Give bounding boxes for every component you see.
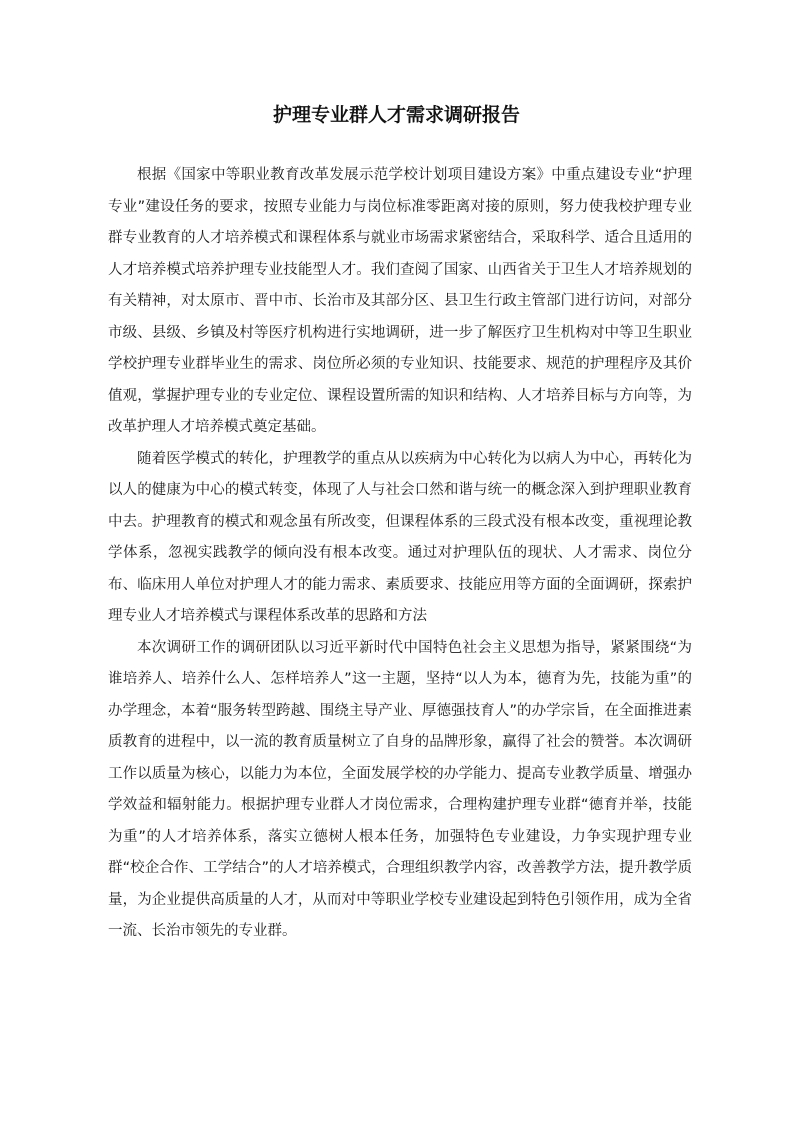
paragraph-research-team: 本次调研工作的调研团队以习近平新时代中国特色社会主义思想为指导，紧紧围绕“为谁培养人、培养什么人、怎样培养人”这一主题，坚持“以人为本，德育为先，技能为重”的办学理念，本着“服务转型跨越、围绕主导产业、厚德强技育人”的办学宗旨，在全面推进素质教育的进程中，以一流的教育质量树立了自身的品牌形象，赢得了社会的赞誉。本次调研工作以质量为核心，以能力为本位，全面发展学校的办学能力、提高专业教学质量、增强办学效益和辐射能力。根据护理专业群人才岗位需求，合理构建护理专业群“德育并举，技能为重”的人才培养体系，落实立德树人根本任务，加强特色专业建设，力争实现护理专业群“校企合作、工学结合”的人才培养模式，合理组织教学内容，改善教学方法，提升教学质量，为企业提供高质量的人才，从而对中等职业学校专业建设起到特色引领作用，成为全省一流、长治市领先的专业群。	[108, 639, 692, 939]
paragraph-background: 根据《国家中等职业教育改革发展示范学校计划项目建设方案》中重点建设专业“护理专业”建设任务的要求，按照专业能力与岗位标准零距离对接的原则，努力使我校护理专业群专业教育的人才培养模式和课程体系与就业市场需求紧密结合，采取科学、适合且适用的人才培养模式培养护理专业技能型人才。我们查阅了国家、山西省关于卫生人才培养规划的有关精神，对太原市、晋中市、长治市及其部分区、县卫生行政主管部门进行访问，对部分市级、县级、乡镇及村等医疗机构进行实地调研，进一步了解医疗卫生机构对中等卫生职业学校护理专业群毕业生的需求、岗位所必须的专业知识、技能要求、规范的护理程序及其价值观，掌握护理专业的专业定位、课程设置所需的知识和结构、人才培养目标与方向等，为改革护理人才培养模式奠定基础。	[108, 167, 692, 435]
paragraph-medical-model: 随着医学模式的转化，护理教学的重点从以疾病为中心转化为以病人为中心，再转化为以人的健康为中心的模式转变，体现了人与社会口然和谐与统一的概念深入到护理职业教育中去。护理教育的模式和观念虽有所改变，但课程体系的三段式没有根本改变，重视理论教学体系，忽视实践教学的倾向没有根本改变。通过对护理队伍的现状、人才需求、岗位分布、临床用人单位对护理人才的能力需求、素质要求、技能应用等方面的全面调研，探索护理专业人才培养模式与课程体系改革的思路和方法	[108, 450, 692, 624]
document-body	[108, 160, 692, 948]
document-title: 护理专业群人才需求调研报告	[272, 104, 520, 126]
